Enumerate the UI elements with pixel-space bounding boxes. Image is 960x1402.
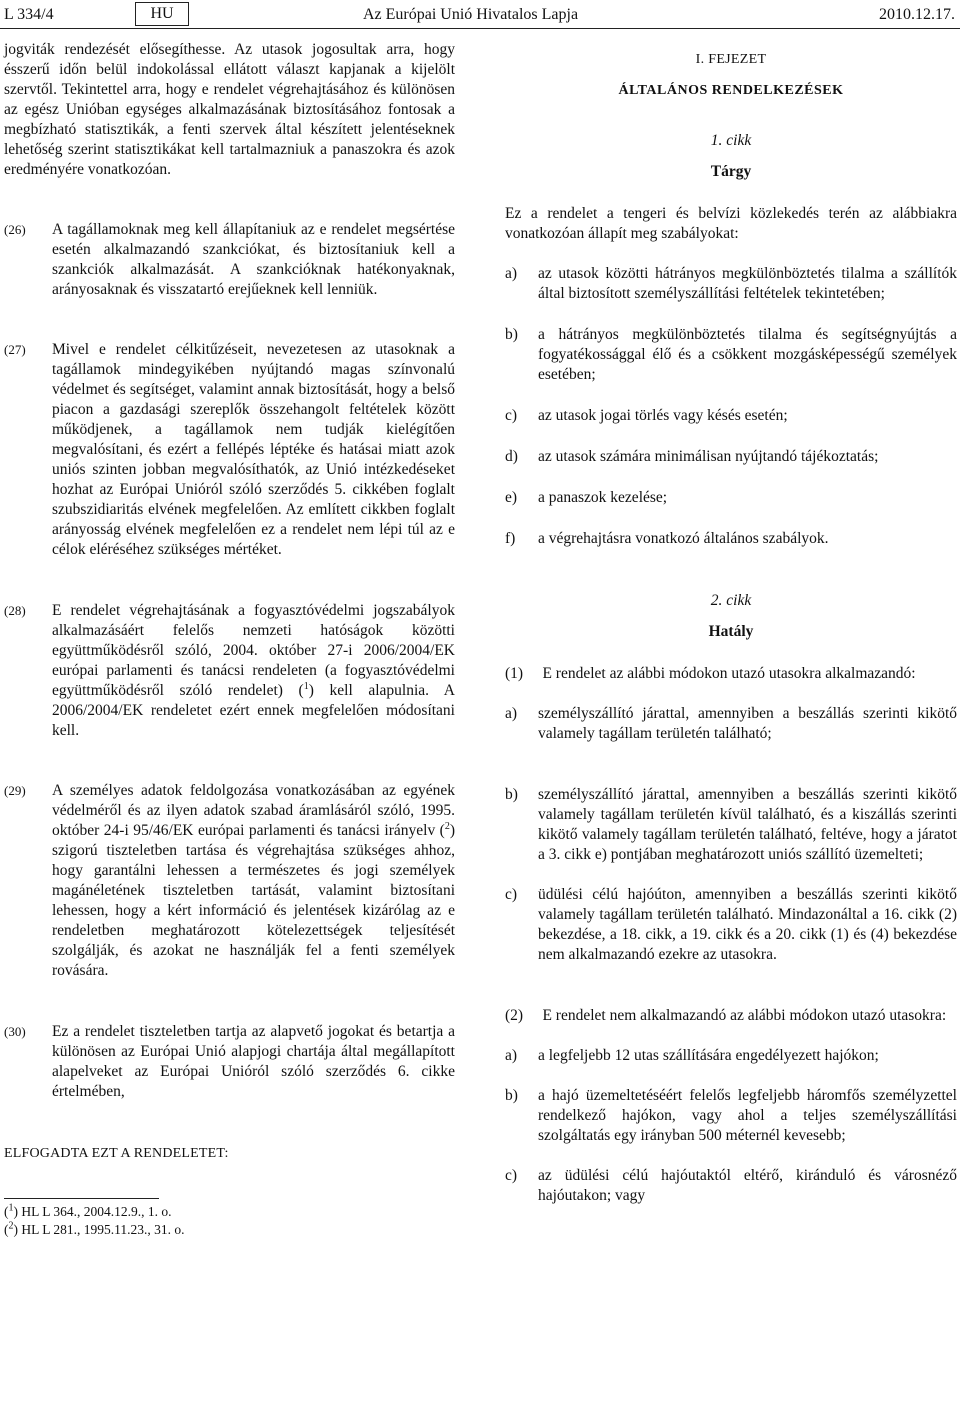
recital-number: (28) <box>4 603 26 618</box>
recital-number: (29) <box>4 783 26 798</box>
recital-number: (30) <box>4 1024 26 1039</box>
article-2-number: 2. cikk <box>710 592 752 609</box>
recital-text: A személyes adatok feldolgozása vonatkozásában az egyének védelméről és az ilyen adatok szabad áramlásáról szóló, 1995. október 24-i 95/46/EK európai parlamenti és tanácsi irányelv ($^2$) szigorú tiszteletben tartása és végrehajtása szükséges ahhoz, hogy garantálni lehessen a természetes és jogi személyek magánéletének tiszteletben tartását, valamint biztosítani lehessen, hogy a kért információ és jelentések kizárólag az e rendeletben meghatározott kötelezettségek teljesítését szolgálják, és azokat ne használják fel a fenti személyek rovására. <box>52 782 455 979</box>
article-2-2-item-a: a) a legfeljebb 12 utas szállítására engedélyezett hajókon; <box>505 1047 879 1064</box>
footnote-2: ($^2$) HL L 281., 1995.11.23., 31. o. <box>4 1220 185 1237</box>
header-divider <box>0 28 960 29</box>
article-1-item-c: c) az utasok jogai törlés vagy késés esetén; <box>505 407 788 424</box>
language-badge: HU <box>135 2 189 26</box>
recital-27 <box>4 340 455 560</box>
article-2-1-item-b: b) személyszállító járattal, amennyiben a beszállás szerinti kikötő valamely tagállam területén kívül található, és a kiszállás szerinti kikötő valamely tagállam területén található, feltéve, hogy a járatot a 3. cikk e) pontjában meghatározott uniós szállító üzemelteti; <box>505 786 957 863</box>
recital-text: A tagállamoknak meg kell állapítaniuk az e rendelet megsértése esetén alkalmazandó szankciókat, és biztosítaniuk kell a szankciók alkalmazását. A szankcióknak hatékonyaknak, arányosaknak és visszatartó erejűeknek kell lenniük. <box>52 221 455 298</box>
chapter-title: ÁLTALÁNOS RENDELKEZÉSEK <box>618 83 844 98</box>
journal-title: Az Európai Unió Hivatalos Lapja <box>363 6 579 23</box>
article-1-title: Tárgy <box>710 163 752 180</box>
recital-text: Ez a rendelet tiszteletben tartja az alapvető jogokat és betartja a különösen az Európai Unió alapjogi chartája által megállapított alapelveket az Európai Unióról szóló szerződés 6. cikke értelmében, <box>52 1023 455 1100</box>
recital-text: E rendelet végrehajtásának a fogyasztóvédelmi jogszabályok alkalmazásáért felelős nemzeti hatóságok közötti együttműködésről szóló, 2004. október 27-i 2006/2004/EK európai parlamenti és tanácsi rendeleten (a fogyasztóvédelmi együttműködésről szóló rendelet) ($^1$) kell alapulnia. A 2006/2004/EK rendeletet ezért ennek megfelelően módosítani kell. <box>52 602 455 739</box>
article-1-number: 1. cikk <box>710 132 752 149</box>
article-2-1-item-a: a) személyszállító járattal, amennyiben a beszállás szerinti kikötő valamely tagállam területén található; <box>505 705 957 742</box>
article-1-item-b: b) a hátrányos megkülönböztetés tilalma és segítségnyújtás a fogyatékossággal élő és a csökkent mozgásképességű személyek esetében; <box>505 326 957 383</box>
intro-paragraph: jogviták rendezését elősegíthesse. Az utasok jogosultak arra, hogy ésszerű időn belül indokolással ellátott választ kapjanak a kijelölt szervtől. Tekintettel arra, hogy e rendelet végrehajtásához és különösen az egész Unióban egységes alkalmazásának biztosításához fontosak a megbízható statisztikák, a fenti szervek által készített jelentéseknek lehetőség szerint statisztikákat kell tartalmazniuk a panaszokra és azok eredményére vonatkozóan. <box>4 41 455 178</box>
article-1-item-f: f) a végrehajtásra vonatkozó általános szabályok. <box>505 530 829 547</box>
article-2-2-item-b: b) a hajó üzemeltetéséért felelős legfeljebb háromfős személyzettel rendelkező hajókon, vagy ahol a teljes személyszállítási szolgáltatás egy irányban 500 méternél kevesebb; <box>505 1087 957 1144</box>
article-2-para-2: (2) E rendelet nem alkalmazandó az alábbi módokon utazó utasokra: <box>505 1007 947 1024</box>
article-1-item-a: a) az utasok közötti hátrányos megkülönböztetés tilalma a szállítók által biztosított személyszállítási feltételek tekintetében; <box>505 265 957 302</box>
recital-28 <box>4 601 455 741</box>
footnote-ref[interactable]: 2 <box>444 820 450 832</box>
article-1-intro: Ez a rendelet a tengeri és belvízi közlekedés terén az alábbiakra vonatkozóan állapít meg szabályokat: <box>505 205 957 242</box>
publication-date: 2010.12.17. <box>879 6 955 23</box>
footnote-ref[interactable]: 1 <box>303 680 309 692</box>
recital-text: Mivel e rendelet célkitűzéseit, nevezetesen az utasoknak a tagállamok mindegyikében nyújtandó magas színvonalú védelmet és segítséget, valamint annak biztosítását, hogy a belső piacon a gazdasági szereplők összehangolt feltételek között működjenek, a tagállamok nem tudják kielégítően megvalósítani, és ezért a fellépés léptéke és hatásai miatt azok uniós szinten jobban megvalósíthatók, az Unió intézkedéseket hozhat az Európai Unióról szóló szerződés 5. cikkében foglalt szubszidiaritás elvének megfelelően. Az említett cikkben foglalt arányosság elvének megfelelően ez a rendelet nem lépi túl az e célok eléréséhez szükséges mértéket. <box>52 341 455 558</box>
article-2-title: Hatály <box>708 623 754 640</box>
article-2-para-1: (1) E rendelet az alábbi módokon utazó utasokra alkalmazandó: <box>505 665 916 682</box>
recital-number: (26) <box>4 222 26 237</box>
left-column <box>4 40 455 1239</box>
article-2-2-item-c: c) az üdülési célú hajóutaktól eltérő, kiránduló és városnéző hajóutakon; vagy <box>505 1167 957 1204</box>
footnote-1: ($^1$) HL L 364., 2004.12.9., 1. o. <box>4 1202 172 1219</box>
right-column <box>505 40 957 1206</box>
recital-30 <box>4 1022 455 1102</box>
recital-number: (27) <box>4 342 26 357</box>
page-reference: L 334/4 <box>4 6 54 23</box>
recital-29 <box>4 781 455 981</box>
adoption-statement: ELFOGADTA EZT A RENDELETET: <box>4 1146 229 1161</box>
recital-26 <box>4 220 455 300</box>
article-1-item-d: d) az utasok számára minimálisan nyújtandó tájékoztatás; <box>505 448 879 465</box>
page-header <box>0 0 960 30</box>
article-2-1-item-c: c) üdülési célú hajóúton, amennyiben a beszállás szerinti kikötő valamely tagállam területén található. Mindazonáltal a 16. cikk (2) bekezdése, a 18. cikk, a 19. cikk és a 20. cikk (1) és (4) bekezdése nem alkalmazandó ezekre az utasokra. <box>505 886 957 963</box>
chapter-heading: I. FEJEZET <box>695 52 767 67</box>
footnote-separator <box>4 1198 159 1199</box>
article-1-item-e: e) a panaszok kezelése; <box>505 489 668 506</box>
